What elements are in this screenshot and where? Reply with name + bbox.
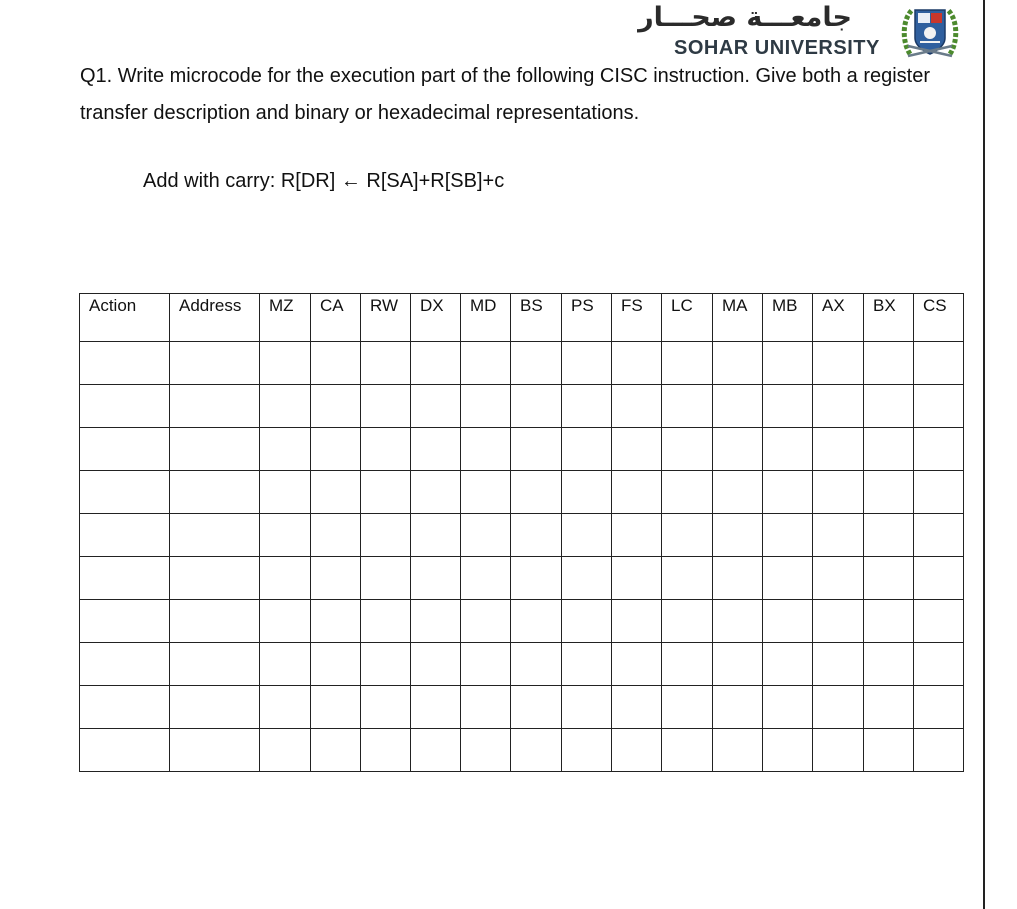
table-cell[interactable]: [461, 686, 511, 729]
table-cell[interactable]: [411, 342, 461, 385]
table-cell[interactable]: [713, 686, 763, 729]
column-header-ca: CA: [311, 294, 361, 342]
table-cell[interactable]: [260, 385, 311, 428]
table-cell[interactable]: [361, 385, 411, 428]
table-cell[interactable]: [170, 471, 260, 514]
table-cell[interactable]: [763, 514, 813, 557]
table-cell[interactable]: [461, 514, 511, 557]
table-cell[interactable]: [361, 342, 411, 385]
table-cell[interactable]: [311, 385, 361, 428]
table-cell[interactable]: [170, 600, 260, 643]
table-cell[interactable]: [461, 557, 511, 600]
table-cell[interactable]: [361, 514, 411, 557]
table-cell[interactable]: [914, 557, 964, 600]
table-cell[interactable]: [361, 686, 411, 729]
university-seal-icon: [900, 2, 960, 62]
table-cell[interactable]: [170, 686, 260, 729]
table-cell[interactable]: [80, 428, 170, 471]
table-cell[interactable]: [411, 514, 461, 557]
table-cell[interactable]: [864, 600, 914, 643]
table-cell[interactable]: [311, 600, 361, 643]
table-cell[interactable]: [80, 471, 170, 514]
table-cell[interactable]: [813, 428, 864, 471]
table-cell[interactable]: [411, 471, 461, 514]
table-cell[interactable]: [662, 428, 713, 471]
table-cell[interactable]: [311, 557, 361, 600]
table-cell[interactable]: [461, 729, 511, 772]
table-row: [80, 342, 964, 385]
table-cell[interactable]: [612, 729, 662, 772]
table-cell[interactable]: [612, 600, 662, 643]
table-cell[interactable]: [511, 428, 562, 471]
table-cell[interactable]: [662, 686, 713, 729]
table-cell[interactable]: [361, 729, 411, 772]
table-cell[interactable]: [80, 385, 170, 428]
table-cell[interactable]: [612, 514, 662, 557]
table-cell[interactable]: [763, 600, 813, 643]
table-cell[interactable]: [361, 600, 411, 643]
table-cell[interactable]: [713, 342, 763, 385]
table-cell[interactable]: [763, 729, 813, 772]
table-cell[interactable]: [80, 600, 170, 643]
table-cell[interactable]: [864, 557, 914, 600]
table-cell[interactable]: [813, 385, 864, 428]
table-cell[interactable]: [914, 686, 964, 729]
table-cell[interactable]: [864, 428, 914, 471]
table-cell[interactable]: [80, 514, 170, 557]
column-header-fs: FS: [612, 294, 662, 342]
table-cell[interactable]: [461, 342, 511, 385]
table-cell[interactable]: [260, 557, 311, 600]
column-header-action: Action: [80, 294, 170, 342]
table-cell[interactable]: [813, 729, 864, 772]
table-cell[interactable]: [411, 385, 461, 428]
table-cell[interactable]: [763, 471, 813, 514]
table-cell[interactable]: [311, 514, 361, 557]
table-cell[interactable]: [662, 729, 713, 772]
university-name-arabic: جامعـــة صحـــار: [638, 2, 852, 33]
table-cell[interactable]: [361, 557, 411, 600]
table-cell[interactable]: [260, 729, 311, 772]
table-cell[interactable]: [260, 428, 311, 471]
table-cell[interactable]: [511, 471, 562, 514]
table-cell[interactable]: [311, 342, 361, 385]
table-cell[interactable]: [260, 471, 311, 514]
table-cell[interactable]: [260, 600, 311, 643]
table-cell[interactable]: [612, 385, 662, 428]
column-header-address: Address: [170, 294, 260, 342]
table-cell[interactable]: [713, 643, 763, 686]
column-header-ax: AX: [813, 294, 864, 342]
table-cell[interactable]: [80, 686, 170, 729]
university-name: SOHAR UNIVERSITY: [674, 37, 880, 59]
column-header-mz: MZ: [260, 294, 311, 342]
table-cell[interactable]: [612, 643, 662, 686]
table-row: [80, 385, 964, 428]
table-cell[interactable]: [411, 557, 461, 600]
table-row: [80, 471, 964, 514]
table-cell[interactable]: [361, 471, 411, 514]
table-cell[interactable]: [864, 385, 914, 428]
table-cell[interactable]: [170, 557, 260, 600]
table-cell[interactable]: [562, 557, 612, 600]
table-cell[interactable]: [914, 342, 964, 385]
table-cell[interactable]: [311, 471, 361, 514]
table-cell[interactable]: [763, 342, 813, 385]
table-cell[interactable]: [713, 600, 763, 643]
table-cell[interactable]: [914, 385, 964, 428]
table-cell[interactable]: [311, 643, 361, 686]
table-cell[interactable]: [864, 643, 914, 686]
table-cell[interactable]: [411, 600, 461, 643]
table-cell[interactable]: [562, 643, 612, 686]
microcode-table: [79, 293, 964, 772]
column-header-bx: BX: [864, 294, 914, 342]
table-cell[interactable]: [311, 686, 361, 729]
column-header-ma: MA: [713, 294, 763, 342]
table-cell[interactable]: [511, 600, 562, 643]
table-cell[interactable]: [763, 428, 813, 471]
table-cell[interactable]: [914, 514, 964, 557]
table-cell[interactable]: [461, 428, 511, 471]
table-cell[interactable]: [80, 729, 170, 772]
table-cell[interactable]: [511, 643, 562, 686]
column-header-mb: MB: [763, 294, 813, 342]
table-cell[interactable]: [914, 643, 964, 686]
table-cell[interactable]: [662, 342, 713, 385]
table-cell[interactable]: [914, 600, 964, 643]
table-cell[interactable]: [914, 471, 964, 514]
table-cell[interactable]: [511, 729, 562, 772]
table-cell[interactable]: [562, 471, 612, 514]
table-row: [80, 428, 964, 471]
table-cell[interactable]: [260, 643, 311, 686]
table-cell[interactable]: [612, 686, 662, 729]
table-cell[interactable]: [361, 428, 411, 471]
table-cell[interactable]: [80, 342, 170, 385]
table-row: [80, 729, 964, 772]
table-cell[interactable]: [562, 428, 612, 471]
column-header-bs: BS: [511, 294, 562, 342]
table-cell[interactable]: [662, 514, 713, 557]
column-header-dx: DX: [411, 294, 461, 342]
table-cell[interactable]: [662, 643, 713, 686]
table-cell[interactable]: [713, 729, 763, 772]
table-cell[interactable]: [864, 686, 914, 729]
table-cell[interactable]: [713, 428, 763, 471]
table-cell[interactable]: [170, 342, 260, 385]
table-cell[interactable]: [411, 428, 461, 471]
table-cell[interactable]: [763, 686, 813, 729]
table-cell[interactable]: [813, 600, 864, 643]
table-cell[interactable]: [763, 557, 813, 600]
table-cell[interactable]: [260, 686, 311, 729]
table-cell[interactable]: [662, 557, 713, 600]
table-cell[interactable]: [461, 471, 511, 514]
table-cell[interactable]: [813, 342, 864, 385]
table-cell[interactable]: [612, 342, 662, 385]
table-cell[interactable]: [612, 428, 662, 471]
table-cell[interactable]: [511, 514, 562, 557]
table-cell[interactable]: [864, 514, 914, 557]
table-cell[interactable]: [763, 643, 813, 686]
table-cell[interactable]: [662, 471, 713, 514]
column-header-md: MD: [461, 294, 511, 342]
table-cell[interactable]: [562, 686, 612, 729]
table-cell[interactable]: [864, 729, 914, 772]
table-cell[interactable]: [80, 557, 170, 600]
table-cell[interactable]: [311, 729, 361, 772]
table-cell[interactable]: [662, 385, 713, 428]
table-cell[interactable]: [461, 385, 511, 428]
table-cell[interactable]: [612, 471, 662, 514]
table-cell[interactable]: [461, 643, 511, 686]
table-cell[interactable]: [260, 514, 311, 557]
table-cell[interactable]: [170, 428, 260, 471]
table-cell[interactable]: [461, 600, 511, 643]
table-cell[interactable]: [511, 385, 562, 428]
table-cell[interactable]: [562, 729, 612, 772]
instruction-formula: Add with carry: R[DR] ← R[SA]+R[SB]+c: [143, 170, 505, 192]
table-cell[interactable]: [813, 471, 864, 514]
table-cell[interactable]: [411, 686, 461, 729]
table-cell[interactable]: [813, 557, 864, 600]
table-cell[interactable]: [361, 643, 411, 686]
table-cell[interactable]: [813, 686, 864, 729]
column-header-ps: PS: [562, 294, 612, 342]
table-cell[interactable]: [562, 385, 612, 428]
column-header-cs: CS: [914, 294, 964, 342]
table-row: [80, 643, 964, 686]
table-cell[interactable]: [713, 557, 763, 600]
table-cell[interactable]: [170, 643, 260, 686]
table-cell[interactable]: [864, 471, 914, 514]
table-cell[interactable]: [511, 686, 562, 729]
table-row: [80, 557, 964, 600]
table-cell[interactable]: [914, 428, 964, 471]
table-row: [80, 514, 964, 557]
table-cell[interactable]: [763, 385, 813, 428]
table-cell[interactable]: [612, 557, 662, 600]
table-cell[interactable]: [562, 514, 612, 557]
table-cell[interactable]: [411, 729, 461, 772]
table-cell[interactable]: [511, 557, 562, 600]
table-cell[interactable]: [864, 342, 914, 385]
table-cell[interactable]: [170, 385, 260, 428]
table-cell[interactable]: [562, 600, 612, 643]
table-cell[interactable]: [813, 643, 864, 686]
table-cell[interactable]: [914, 729, 964, 772]
table-cell[interactable]: [713, 385, 763, 428]
table-cell[interactable]: [713, 514, 763, 557]
table-cell[interactable]: [311, 428, 361, 471]
university-logo: [638, 0, 970, 64]
table-row: [80, 686, 964, 729]
table-header-row: [80, 294, 964, 342]
page-right-border: [983, 0, 985, 909]
table-cell[interactable]: [170, 729, 260, 772]
column-header-lc: LC: [662, 294, 713, 342]
table-cell[interactable]: [813, 514, 864, 557]
table-cell[interactable]: [662, 600, 713, 643]
table-cell[interactable]: [411, 643, 461, 686]
column-header-rw: RW: [361, 294, 411, 342]
table-cell[interactable]: [170, 514, 260, 557]
table-row: [80, 600, 964, 643]
table-cell[interactable]: [260, 342, 311, 385]
table-cell[interactable]: [713, 471, 763, 514]
table-cell[interactable]: [80, 643, 170, 686]
table-cell[interactable]: [511, 342, 562, 385]
table-cell[interactable]: [562, 342, 612, 385]
question-text: Q1. Write microcode for the execution part of the following CISC instruction. Give both a register transfer description and binary or hexadecimal representations.: [80, 65, 931, 124]
